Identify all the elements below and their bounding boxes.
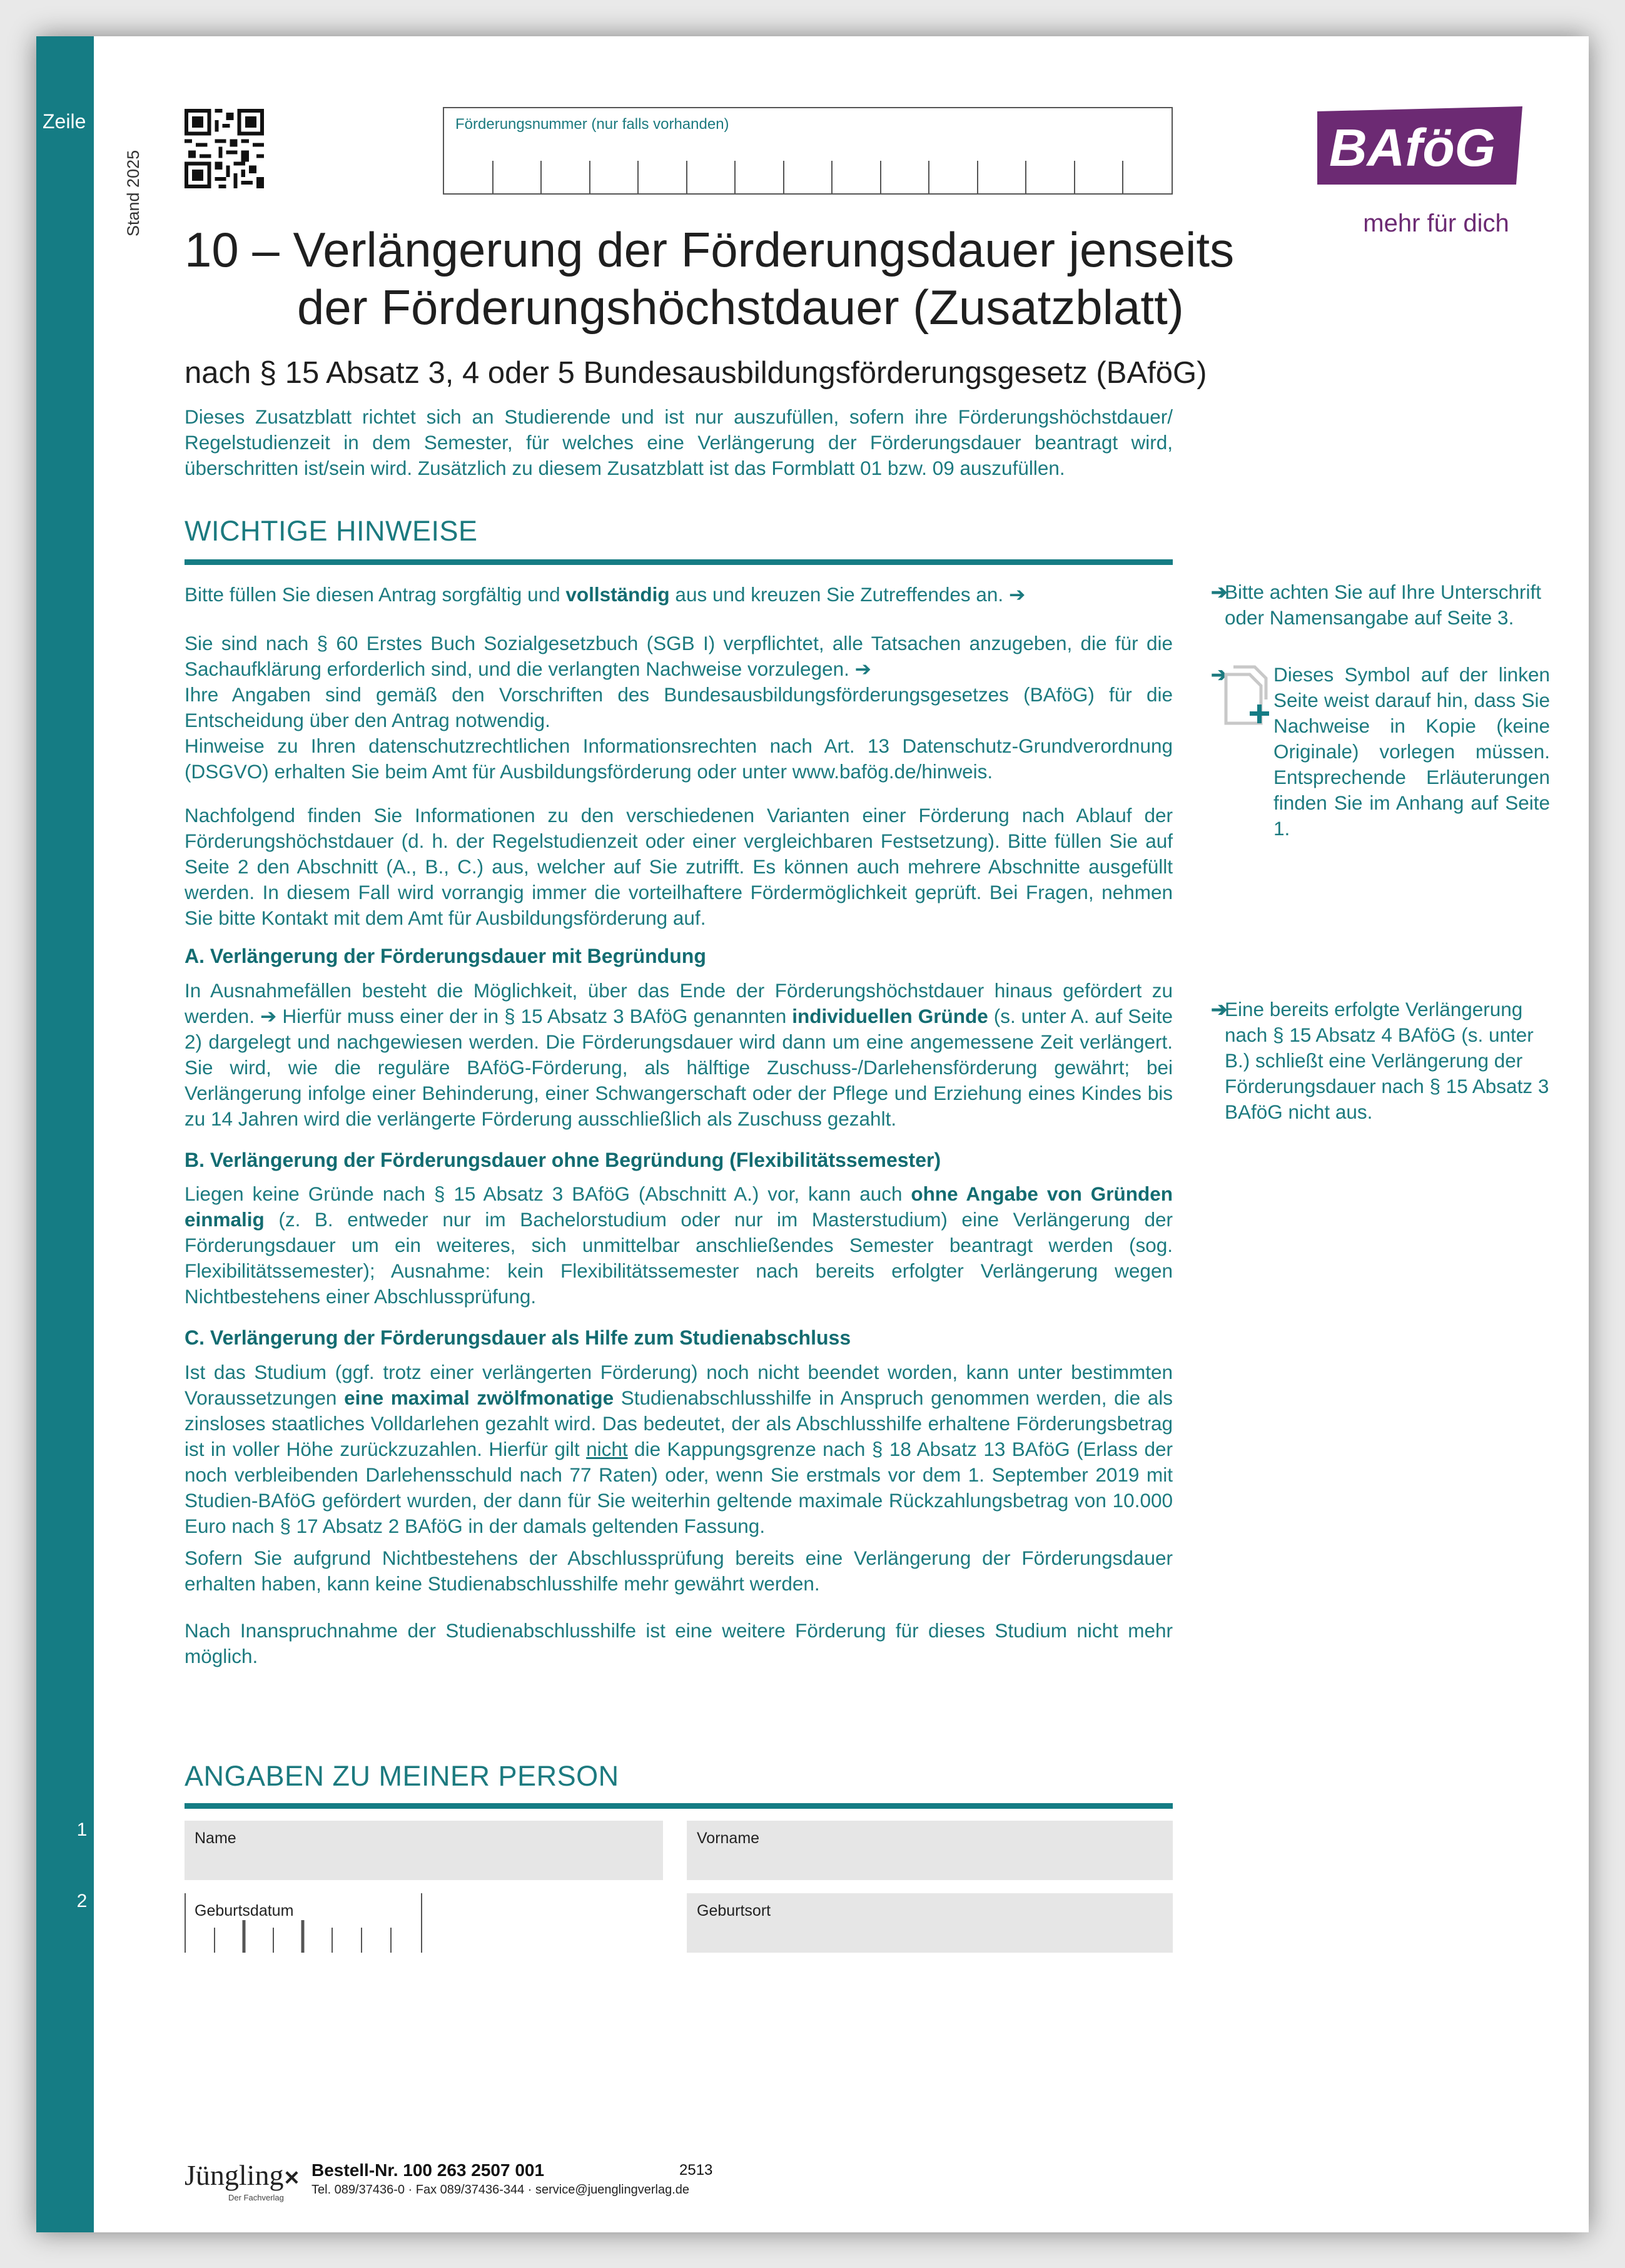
vorname-label: Vorname <box>697 1829 760 1847</box>
section-c-heading: C. Verlängerung der Förderungsdauer als Hilfe zum Studienabschluss <box>185 1326 851 1349</box>
publisher-logo: Jüngling <box>185 2159 284 2191</box>
left-stripe <box>36 36 94 2232</box>
geburtsort-field[interactable] <box>687 1893 1173 1953</box>
name-label: Name <box>195 1829 236 1847</box>
geburtsort-label: Geburtsort <box>697 1902 771 1920</box>
side-note-copy-symbol: ➔ Dieses Symbol auf der linken Seite weist darauf hin, dass Sie Nachweise in Kopie (keine Originale) vorlegen müssen. Entsprechende Erläuterungen finden Sie im Anhang auf Seite 1. <box>1211 663 1550 840</box>
hinweise-p2-line1: Sie sind nach § 60 Erstes Buch Sozialgesetzbuch (SGB I) verpflichtet, alle Tatsachen anzugeben, die für die Sachaufklärung erforderlich sind, und die verlangten Nachweise vorzulegen. ➔ <box>185 632 1173 680</box>
foerderungsnummer-label: Förderungsnummer (nur falls vorhanden) <box>455 116 729 133</box>
section-c-p3: Nach Inanspruchnahme der Studienabschlusshilfe ist eine weitere Förderung für dieses Studium nicht mehr möglich. <box>185 1619 1173 1667</box>
foerderungsnummer-field[interactable] <box>443 107 1173 195</box>
geburtsdatum-tick-marks <box>186 1920 421 1953</box>
publisher-mark-icon: ✕ <box>283 2167 300 2189</box>
page-subtitle: nach § 15 Absatz 3, 4 oder 5 Bundesausbildungsförderungsgesetz (BAföG) <box>185 356 1207 390</box>
form-code: 2513 <box>679 2162 713 2179</box>
row-number-2: 2 <box>76 1891 88 1911</box>
vorname-field[interactable] <box>687 1821 1173 1880</box>
section-b-text: Liegen keine Gründe nach § 15 Absatz 3 BAföG (Abschnitt A.) vor, kann auch ohne Angabe von Gründen einmalig (z. B. entweder nur im Bachelorstudium oder nur im Masterstudium) eine Verlängerung der Förderungsdauer um ein weiteres, sich unmittelbar anschließendes Semester beantragt werden (sog. Flexibilitätssemester); Ausnahme: kein Flexibilitätssemester nach bereits erfolgter Verlängerung wegen Nichtbestehens einer Abschlussprüfung. <box>185 1182 1173 1308</box>
arrow-icon: ➔ <box>1211 998 1228 1020</box>
zeile-label: Zeile <box>43 110 86 133</box>
section-a-heading: A. Verlängerung der Förderungsdauer mit Begründung <box>185 945 706 967</box>
hinweise-heading: WICHTIGE HINWEISE <box>185 515 478 547</box>
hinweise-p3: Nachfolgend finden Sie Informationen zu den verschiedenen Varianten einer Förderung nach Ablauf der Förderungshöchstdauer (d. h. der Regelstudienzeit oder einer vergleichbaren Festsetzung). Bitte füllen Sie auf Seite 2 den Abschnitt (A., B., C.) aus, welcher auf Sie zutrifft. Es können auch mehrere Abschnitte ausgefüllt werden. In diesem Fall wird vorrangig immer die vorteilhaftere Fördermöglichkeit geprüft. Bei Fragen, nehmen Sie bitte Kontakt mit dem Amt für Ausbildungsförderung auf. <box>185 804 1173 929</box>
row-number-1: 1 <box>76 1819 88 1840</box>
intro-text: Dieses Zusatzblatt richtet sich an Studierende und ist nur auszufüllen, sofern ihre Förderungshöchstdauer/ Regelstudienzeit in dem Semester, für welches eine Verlängerung der Förderungsdauer beantragt wird, überschritten ist/sein wird. Zusätzlich zu diesem Zusatzblatt ist das Formblatt 01 bzw. 09 auszufüllen. <box>185 405 1173 479</box>
copy-document-plus-icon <box>1222 663 1277 728</box>
form-page <box>36 36 1589 2232</box>
title-line-2: der Förderungshöchstdauer (Zusatzblatt) <box>297 280 1184 335</box>
person-heading: ANGABEN ZU MEINER PERSON <box>185 1760 619 1792</box>
hinweise-p2-line2: Ihre Angaben sind gemäß den Vorschriften des Bundesausbildungsförderungsgesetzes (BAföG) für die Entscheidung über den Antrag notwendig. <box>185 683 1173 731</box>
title-line-1: 10 – Verlängerung der Förderungsdauer jenseits <box>185 222 1235 277</box>
name-field[interactable] <box>185 1821 663 1880</box>
section-b-heading: B. Verlängerung der Förderungsdauer ohne Begründung (Flexibilitätssemester) <box>185 1149 941 1171</box>
bafoeg-logo <box>1317 106 1522 257</box>
foerderungsnummer-tick-marks <box>444 161 1172 193</box>
section-a-text: In Ausnahmefällen besteht die Möglichkeit, über das Ende der Förderungshöchstdauer hinaus gefördert zu werden. ➔ Hierfür muss einer der in § 15 Absatz 3 BAföG genannten individuellen Gründe (s. unter A. auf Seite 2) dargelegt und nachgewiesen werden. Die Förderungsdauer wird dann um eine angemessene Zeit verlängert. Sie wird, wie die reguläre BAföG-Förderung, als hälftige Zuschuss-/Darlehensförderung gewährt; bei Verlängerung infolge einer Behinderung, einer Schwangerschaft oder der Pflege und Erziehung eines Kindes bis zu 14 Jahren wird die verlängerte Förderung ausschließlich als Zuschuss gezahlt. <box>185 979 1173 1130</box>
arrow-icon: ➔ <box>1211 663 1228 686</box>
section-c-p2: Sofern Sie aufgrund Nichtbestehens der Abschlussprüfung bereits eine Verlängerung der Förderungsdauer erhalten haben, kann keine Studienabschlusshilfe mehr gewährt werden. <box>185 1547 1173 1595</box>
section-c-text: Ist das Studium (ggf. trotz einer verlängerten Förderung) noch nicht beendet worden, kann unter bestimmten Voraussetzungen eine maximal zwölfmonatige Studienabschlusshilfe in Anspruch genommen werden, die als zinsloses staatliches Volldarlehen gezahlt wird. Das bedeutet, der als Abschlusshilfe erhaltene Förderungsbetrag ist in voller Höhe zurückzuzahlen. Hierfür gilt nicht die Kappungsgrenze nach § 18 Absatz 13 BAföG (Erlass der noch verbleibenden Darlehensschuld nach 77 Raten) oder, wenn Sie erstmals vor dem 1. September 2019 mit Studien-BAföG gefördert wurden, der dann für Sie weiterhin geltende maximale Rückzahlungsbetrag von 10.000 Euro nach § 17 Absatz 2 BAföG in der damals geltenden Fassung. <box>185 1361 1173 1537</box>
side-note-verlaengerung: ➔ Eine bereits erfolgte Verlängerung nach § 15 Absatz 4 BAföG (s. unter B.) schließt eine Verlängerung der Förderungsdauer nach § 15 Absatz 3 BAföG nicht aus. <box>1211 998 1549 1123</box>
publisher-contact: Tel. 089/37436-0 · Fax 089/37436-344 · service@juenglingverlag.de <box>311 2183 690 2197</box>
logo-tagline: mehr für dich <box>1363 210 1509 237</box>
logo-word: BAföG <box>1329 118 1496 177</box>
qr-code-icon <box>185 109 264 188</box>
person-rule <box>185 1803 1173 1809</box>
hinweise-p2-line3: Hinweise zu Ihren datenschutzrechtlichen Informationsrechten nach Art. 13 Datenschutz-Grundverordnung (DSGVO) erhalten Sie beim Amt für Ausbildungsförderung oder unter www.bafög.de/hinweis. <box>185 735 1173 783</box>
side-note-signature: ➔ Bitte achten Sie auf Ihre Unterschrift oder Namensangabe auf Seite 3. <box>1211 581 1541 629</box>
publisher-sub: Der Fachverlag <box>228 2193 284 2202</box>
arrow-icon: ➔ <box>1211 581 1228 603</box>
geburtsdatum-label: Geburtsdatum <box>195 1902 294 1920</box>
page-title <box>185 221 1234 336</box>
stand-label: Stand 2025 <box>124 150 143 236</box>
hinweise-p2 <box>185 631 1173 785</box>
order-number: Bestell-Nr. 100 263 2507 001 <box>311 2160 545 2180</box>
hinweise-rule <box>185 559 1173 565</box>
hinweise-p1: Bitte füllen Sie diesen Antrag sorgfältig und vollständig aus und kreuzen Sie Zutreffendes an. ➔ <box>185 583 1026 606</box>
geburtsdatum-field[interactable] <box>185 1893 422 1953</box>
